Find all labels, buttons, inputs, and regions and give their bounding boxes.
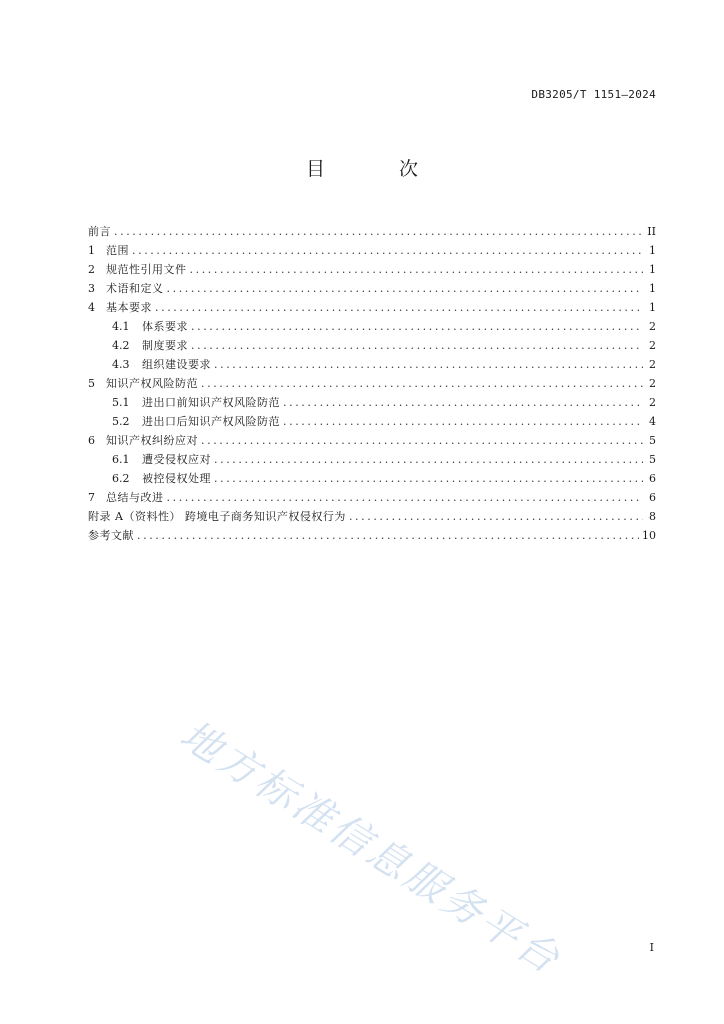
toc-number: 4.2 bbox=[112, 339, 130, 352]
toc-page: 4 bbox=[649, 415, 656, 428]
toc-page: 1 bbox=[649, 301, 656, 314]
toc-number: 5.2 bbox=[112, 415, 130, 428]
toc-entry-references[interactable] bbox=[88, 526, 656, 545]
toc-leader bbox=[167, 488, 644, 507]
toc-entry-appendix-a[interactable] bbox=[88, 507, 656, 526]
toc-label: 进出口后知识产权风险防范 bbox=[142, 415, 280, 428]
toc-number: 6.2 bbox=[112, 472, 130, 485]
toc-page: II bbox=[647, 225, 656, 238]
toc-entry-4[interactable] bbox=[88, 298, 656, 317]
toc-label: 进出口前知识产权风险防范 bbox=[142, 396, 280, 409]
toc-leader bbox=[283, 412, 643, 431]
toc-page: 10 bbox=[642, 529, 656, 542]
toc-label: 组织建设要求 bbox=[142, 358, 211, 371]
toc-entry-6-2[interactable] bbox=[88, 469, 656, 488]
toc-label: 基本要求 bbox=[106, 301, 152, 314]
toc-page: 1 bbox=[649, 282, 656, 295]
toc-leader bbox=[167, 279, 644, 298]
toc-entry-5-1[interactable] bbox=[88, 393, 656, 412]
toc-page: 2 bbox=[649, 339, 656, 352]
toc-number: 1 bbox=[88, 244, 95, 257]
toc-number: 3 bbox=[88, 282, 95, 295]
toc-page: 5 bbox=[649, 453, 656, 466]
toc-label: 被控侵权处理 bbox=[142, 472, 211, 485]
toc-leader bbox=[191, 317, 643, 336]
toc-entry-5[interactable] bbox=[88, 374, 656, 393]
toc-entry-6[interactable] bbox=[88, 431, 656, 450]
toc-page: 6 bbox=[649, 472, 656, 485]
toc-label: 制度要求 bbox=[142, 339, 188, 352]
toc-entry-3[interactable] bbox=[88, 279, 656, 298]
toc-label: 遭受侵权应对 bbox=[142, 453, 211, 466]
toc-entry-foreword[interactable] bbox=[88, 222, 656, 241]
toc-leader bbox=[214, 355, 643, 374]
toc-page: 1 bbox=[649, 244, 656, 257]
toc-page: 1 bbox=[649, 263, 656, 276]
toc-page: 5 bbox=[649, 434, 656, 447]
toc-label: 前言 bbox=[88, 225, 111, 238]
toc-leader bbox=[137, 526, 639, 545]
toc-leader bbox=[283, 393, 643, 412]
table-of-contents bbox=[88, 222, 656, 545]
toc-leader bbox=[191, 336, 643, 355]
toc-entry-4-3[interactable] bbox=[88, 355, 656, 374]
toc-leader bbox=[155, 298, 643, 317]
toc-number: 7 bbox=[88, 491, 95, 504]
toc-page: 2 bbox=[649, 396, 656, 409]
toc-leader bbox=[214, 469, 643, 488]
toc-page: 2 bbox=[649, 358, 656, 371]
toc-leader bbox=[201, 431, 643, 450]
page-number: I bbox=[649, 941, 654, 954]
toc-number: 4.1 bbox=[112, 320, 130, 333]
toc-label: 知识产权纠纷应对 bbox=[106, 434, 198, 447]
toc-page: 2 bbox=[649, 320, 656, 333]
toc-number: 6 bbox=[88, 434, 95, 447]
toc-label: 参考文献 bbox=[88, 529, 134, 542]
toc-leader bbox=[201, 374, 643, 393]
document-code: DB3205/T 1151—2024 bbox=[531, 88, 656, 101]
toc-number: 4 bbox=[88, 301, 95, 314]
toc-leader bbox=[114, 222, 643, 241]
toc-label: 术语和定义 bbox=[106, 282, 164, 295]
toc-label: 总结与改进 bbox=[106, 491, 164, 504]
toc-label: 知识产权风险防范 bbox=[106, 377, 198, 390]
toc-leader bbox=[132, 241, 643, 260]
toc-page: 8 bbox=[649, 510, 656, 523]
toc-entry-1[interactable] bbox=[88, 241, 656, 260]
toc-leader bbox=[190, 260, 644, 279]
toc-entry-4-1[interactable] bbox=[88, 317, 656, 336]
toc-number: 5 bbox=[88, 377, 95, 390]
toc-entry-7[interactable] bbox=[88, 488, 656, 507]
toc-label: 范围 bbox=[106, 244, 129, 257]
toc-number: 6.1 bbox=[112, 453, 130, 466]
toc-entry-5-2[interactable] bbox=[88, 412, 656, 431]
toc-label: 附录 A（资料性） 跨境电子商务知识产权侵权行为 bbox=[88, 510, 346, 523]
toc-number: 4.3 bbox=[112, 358, 130, 371]
toc-label: 规范性引用文件 bbox=[106, 263, 187, 276]
toc-number: 5.1 bbox=[112, 396, 130, 409]
page-title: 目 次 bbox=[305, 158, 453, 180]
toc-entry-2[interactable] bbox=[88, 260, 656, 279]
toc-label: 体系要求 bbox=[142, 320, 188, 333]
toc-page: 2 bbox=[649, 377, 656, 390]
toc-leader bbox=[214, 450, 643, 469]
toc-leader bbox=[349, 507, 643, 526]
toc-entry-6-1[interactable] bbox=[88, 450, 656, 469]
watermark: 地方标准信息服务平台 bbox=[171, 711, 570, 985]
toc-entry-4-2[interactable] bbox=[88, 336, 656, 355]
toc-number: 2 bbox=[88, 263, 95, 276]
toc-page: 6 bbox=[649, 491, 656, 504]
